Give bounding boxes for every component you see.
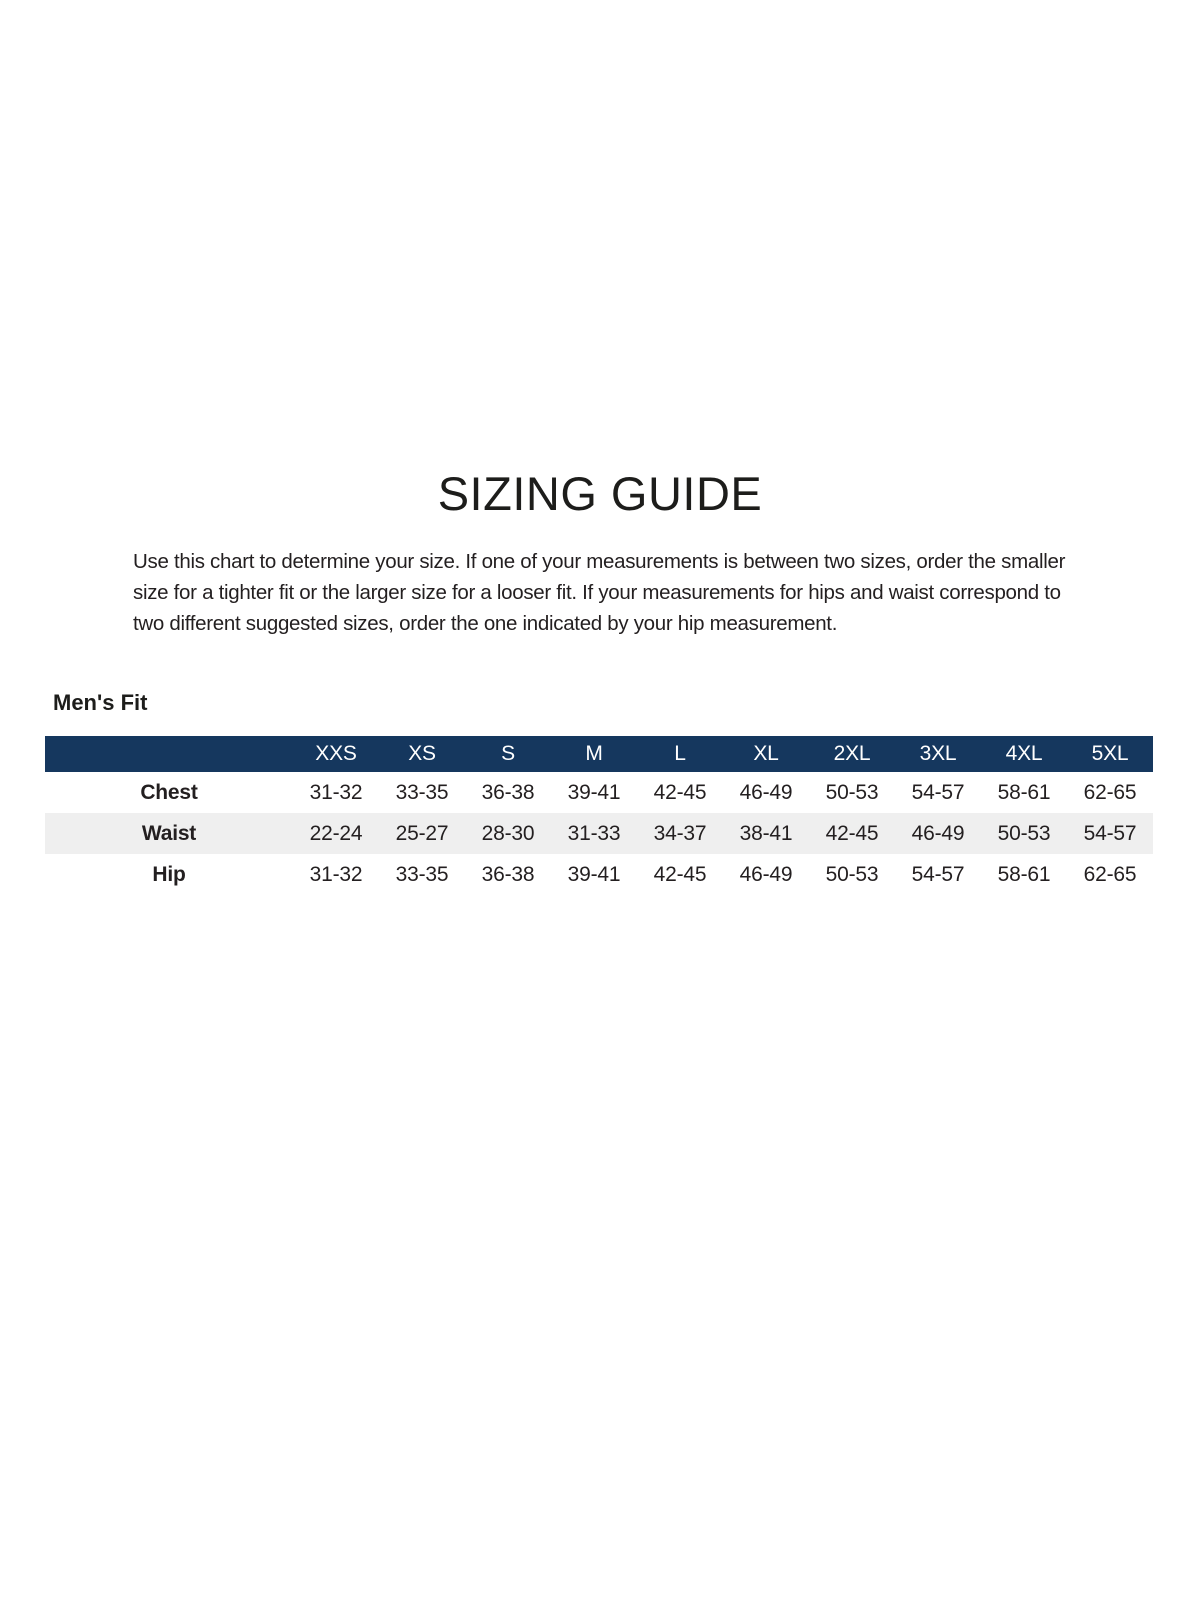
- size-column-header: M: [585, 742, 603, 765]
- measurement-cell: 50-53: [825, 781, 879, 804]
- row-label: Hip: [152, 863, 186, 886]
- size-column-header: XL: [753, 742, 779, 765]
- table-row-waist: [45, 813, 1153, 854]
- measurement-cell: 36-38: [481, 781, 535, 804]
- size-column-header: 2XL: [833, 742, 871, 765]
- measurement-cell: 54-57: [1083, 822, 1137, 845]
- measurement-cell: 38-41: [739, 822, 793, 845]
- size-column-header: L: [674, 742, 686, 765]
- size-table-header-row: [45, 736, 1153, 772]
- section-label-mens-fit: Men's Fit: [53, 690, 148, 715]
- measurement-cell: 42-45: [825, 822, 879, 845]
- measurement-cell: 54-57: [911, 781, 965, 804]
- measurement-cell: 33-35: [395, 863, 449, 886]
- size-column-header: XXS: [315, 742, 357, 765]
- table-row-chest: [45, 772, 1153, 813]
- measurement-cell: 42-45: [653, 863, 707, 886]
- measurement-cell: 58-61: [997, 863, 1051, 886]
- measurement-cell: 54-57: [911, 863, 965, 886]
- page-title: SIZING GUIDE: [437, 467, 763, 520]
- measurement-cell: 39-41: [567, 863, 621, 886]
- intro-paragraph: Use this chart to determine your size. If one of your measurements is between two sizes, order the smaller size for a tighter fit or the larger size for a looser fit. If your measurements for hips and waist correspond to two different suggested sizes, order the one indicated by your hip measurement.: [133, 550, 1066, 635]
- size-column-header: S: [501, 742, 515, 765]
- size-column-header: 4XL: [1005, 742, 1043, 765]
- table-row-hip: [45, 854, 1153, 895]
- measurement-cell: 34-37: [653, 822, 707, 845]
- measurement-cell: 22-24: [309, 822, 363, 845]
- size-column-header: 5XL: [1091, 742, 1129, 765]
- measurement-cell: 39-41: [567, 781, 621, 804]
- measurement-cell: 46-49: [739, 781, 793, 804]
- measurement-cell: 62-65: [1083, 781, 1137, 804]
- measurement-cell: 25-27: [395, 822, 449, 845]
- measurement-cell: 36-38: [481, 863, 535, 886]
- measurement-cell: 62-65: [1083, 863, 1137, 886]
- measurement-cell: 31-32: [309, 781, 363, 804]
- measurement-cell: 46-49: [739, 863, 793, 886]
- measurement-cell: 58-61: [997, 781, 1051, 804]
- measurement-cell: 31-33: [567, 822, 621, 845]
- row-label: Chest: [140, 781, 198, 804]
- measurement-cell: 50-53: [997, 822, 1051, 845]
- header-spacer-cell: [45, 736, 293, 772]
- measurement-cell: 42-45: [653, 781, 707, 804]
- measurement-cell: 50-53: [825, 863, 879, 886]
- size-column-header: XS: [408, 742, 436, 765]
- size-column-header: 3XL: [919, 742, 957, 765]
- measurement-cell: 33-35: [395, 781, 449, 804]
- measurement-cell: 28-30: [481, 822, 535, 845]
- measurement-cell: 31-32: [309, 863, 363, 886]
- size-table: [45, 736, 1153, 895]
- row-label: Waist: [141, 822, 197, 845]
- measurement-cell: 46-49: [911, 822, 965, 845]
